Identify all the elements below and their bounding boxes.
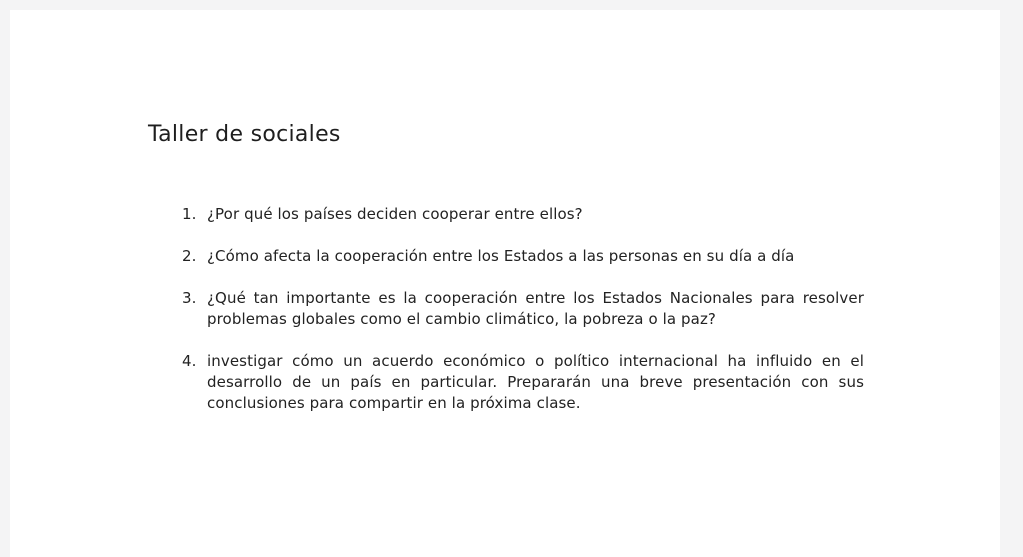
list-item-1-number: 1. <box>182 205 197 223</box>
list-item-3 <box>182 288 864 330</box>
list-item-1 <box>182 204 864 225</box>
list-item-2-number: 2. <box>182 247 197 265</box>
list-item-3-number: 3. <box>182 289 197 307</box>
list-item-4-number: 4. <box>182 352 197 370</box>
document-page[interactable] <box>10 10 1000 557</box>
list-item-4-text: investigar cómo un acuerdo económico o político internacional ha influido en el desarrollo de un país en particular. Prepararán una breve presentación con sus conclusiones para compartir en la próxima clase. <box>207 352 864 412</box>
list-item-4 <box>182 351 864 414</box>
document-title: Taller de sociales <box>148 122 341 147</box>
list-item-3-text: ¿Qué tan importante es la cooperación entre los Estados Nacionales para resolver problemas globales como el cambio climático, la pobreza o la paz? <box>207 289 864 328</box>
list-item-1-text: ¿Por qué los países deciden cooperar entre ellos? <box>207 205 583 223</box>
list-item-2-text: ¿Cómo afecta la cooperación entre los Estados a las personas en su día a día <box>207 247 795 265</box>
list-item-2 <box>182 246 864 267</box>
question-list <box>182 204 864 414</box>
